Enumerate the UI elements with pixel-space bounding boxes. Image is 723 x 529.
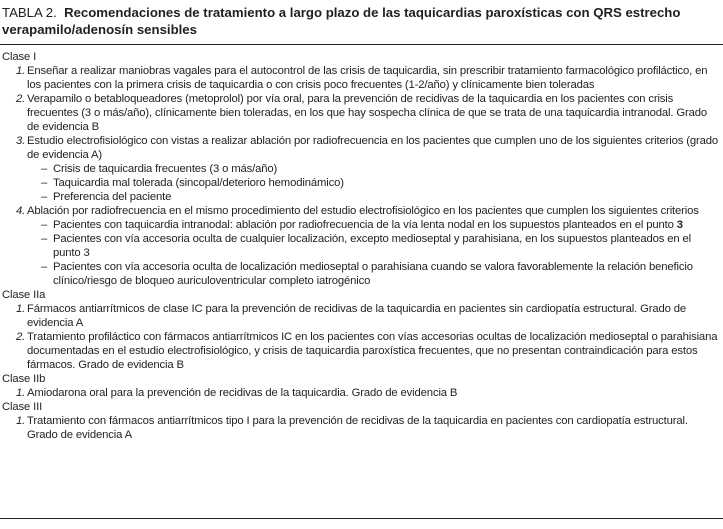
recommendation-item (0, 92, 723, 134)
table-body (0, 50, 723, 442)
criteria-subitem (0, 162, 723, 176)
item-text: Estudio electrofisiológico con vistas a realizar ablación por radiofrecuencia en los pacientes que cumplen uno de los siguientes criterios (grado de evidencia A) (27, 135, 718, 161)
item-text: Tratamiento profiláctico con fármacos antiarrítmicos IC en los pacientes con vías accesorias ocultas de localización medioseptal o parahisiana documentadas en el estudio electrofisiológico, y crisis de taquicardia paroxística frecuentes, que no presentan contraindicación para estos fármacos. Grado de evidencia B (27, 331, 718, 371)
item-number: 1. (16, 415, 26, 427)
item-text: Verapamilo o betabloqueadores (metoprolol) por vía oral, para la prevención de recidivas de la taquicardia en los pacientes con crisis frecuentes (3 o más/año), clínicamente bien toleradas, en los que hay sospecha clínica de que se trata de una taquicardia intranodal. Grado de evidencia B (27, 93, 707, 133)
subitem-text: Pacientes con vía accesoria oculta de cualquier localización, excepto medioseptal y parahisiana, en los supuestos planteados en el punto 3 (53, 233, 692, 259)
subitem-text: Pacientes con taquicardia intranodal: ablación por radiofrecuencia de la vía lenta nodal en los supuestos planteados en el punto (53, 219, 674, 231)
item-text: Amiodarona oral para la prevención de recidivas de la taquicardia. Grado de evidencia B (27, 387, 458, 399)
dash-marker: – (41, 233, 48, 245)
item-number: 1. (16, 65, 26, 77)
recommendation-item (0, 414, 723, 442)
table-title: Recomendaciones de tratamiento a largo plazo de las taquicardias paroxísticas con QRS estrecho verapamilo/adenosín sensibles (2, 5, 681, 37)
item-number: 2. (16, 331, 26, 343)
bottom-rule (0, 518, 723, 519)
criteria-subitem (0, 260, 723, 288)
recommendation-item (0, 204, 723, 218)
table-caption (0, 0, 723, 38)
class-heading-i: Clase I (2, 51, 37, 63)
dash-marker: – (41, 219, 48, 231)
class-heading-iib: Clase IIb (2, 373, 46, 385)
item-number: 3. (16, 135, 26, 147)
dash-marker: – (41, 191, 48, 203)
table-label: TABLA 2. (2, 5, 57, 20)
item-number: 4. (16, 205, 26, 217)
criteria-subitem (0, 176, 723, 190)
dash-marker: – (41, 163, 48, 175)
top-rule (0, 44, 723, 45)
subitem-text: Taquicardia mal tolerada (sincopal/deterioro hemodinámico) (53, 177, 344, 189)
recommendation-item (0, 302, 723, 330)
point-reference: 3 (676, 219, 683, 231)
class-heading-iii: Clase III (2, 401, 43, 413)
recommendation-item (0, 64, 723, 92)
criteria-subitem (0, 218, 723, 232)
recommendation-item (0, 330, 723, 372)
subitem-text: Preferencia del paciente (53, 191, 172, 203)
item-text: Ablación por radiofrecuencia en el mismo procedimiento del estudio electrofisiológico en los pacientes que cumplen los siguientes criterios (27, 205, 699, 217)
criteria-subitem (0, 190, 723, 204)
item-text: Fármacos antiarrítmicos de clase IC para la prevención de recidivas de la taquicardia en pacientes sin cardiopatía estructural. Grado de evidencia A (27, 303, 687, 329)
item-number: 1. (16, 387, 26, 399)
dash-marker: – (41, 177, 48, 189)
subitem-text: Pacientes con vía accesoria oculta de localización medioseptal o parahisiana cuando se valora favorablemente la relación beneficio clínico/riesgo de bloqueo auriculoventricular completo iatrogénico (53, 261, 693, 287)
recommendation-item (0, 134, 723, 162)
class-heading-iia: Clase IIa (2, 289, 46, 301)
recommendation-item (0, 386, 723, 400)
item-number: 2. (16, 93, 26, 105)
item-number: 1. (16, 303, 26, 315)
subitem-text: Crisis de taquicardia frecuentes (3 o más/año) (53, 163, 278, 175)
dash-marker: – (41, 261, 48, 273)
criteria-subitem (0, 232, 723, 260)
item-text: Tratamiento con fármacos antiarrítmicos tipo I para la prevención de recidivas de la taquicardia en pacientes con cardiopatía estructural. Grado de evidencia A (27, 415, 688, 441)
item-text: Enseñar a realizar maniobras vagales para el autocontrol de las crisis de taquicardia, sin prescribir tratamiento farmacológico profiláctico, en los pacientes con la primera crisis de taquicardia o con crisis poco frecuentes (1-2/año) y clínicamente bien toleradas (27, 65, 708, 91)
